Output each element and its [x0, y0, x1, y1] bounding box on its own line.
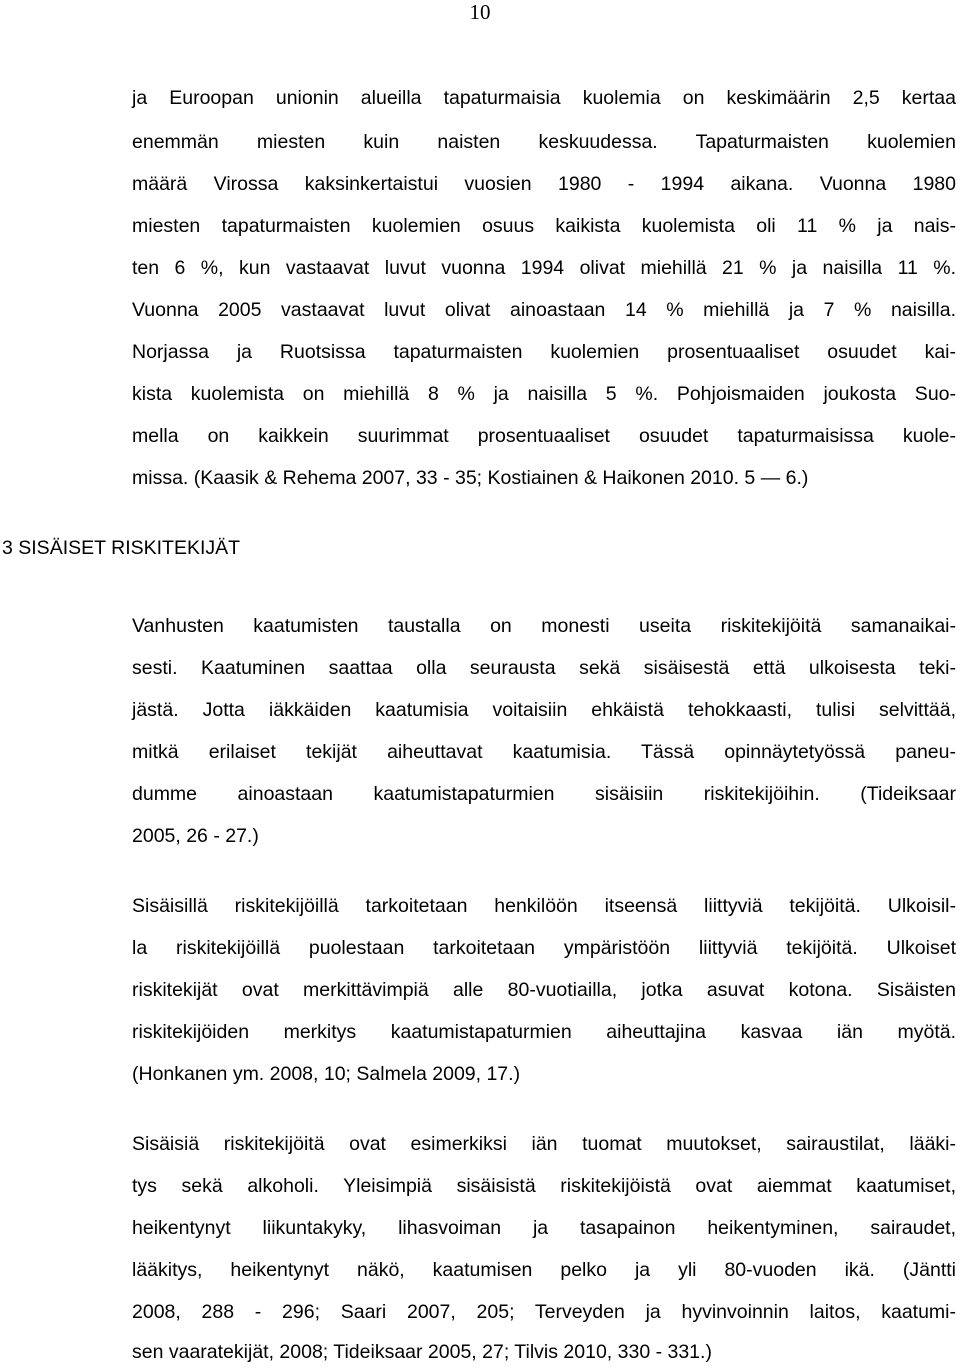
text-line: kista kuolemista on miehillä 8 % ja naisilla 5 %. Pohjoismaiden joukosta Suo- — [132, 383, 956, 405]
text-line: mitkä erilaiset tekijät aiheuttavat kaatumisia. Tässä opinnäytetyössä paneu- — [132, 741, 956, 763]
text-line: Norjassa ja Ruotsissa tapaturmaisten kuolemien prosentuaaliset osuudet kai- — [132, 341, 956, 363]
text-line: 2005, 26 - 27.) — [132, 825, 259, 847]
text-line: la riskitekijöillä puolestaan tarkoitetaan ympäristöön liittyviä tekijöitä. Ulkoiset — [132, 937, 956, 959]
text-line: riskitekijöiden merkitys kaatumistapaturmien aiheuttajina kasvaa iän myötä. — [132, 1021, 956, 1043]
page-number: 10 — [469, 0, 491, 24]
text-line: mella on kaikkein suurimmat prosentuaaliset osuudet tapaturmaisissa kuole- — [132, 425, 956, 447]
text-line: riskitekijät ovat merkittävimpiä alle 80-vuotiailla, jotka asuvat kotona. Sisäisten — [132, 979, 956, 1001]
text-line: Vuonna 2005 vastaavat luvut olivat ainoastaan 14 % miehillä ja 7 % naisilla. — [132, 299, 956, 321]
text-line: enemmän miesten kuin naisten keskuudessa. Tapaturmaisten kuolemien — [132, 131, 956, 153]
text-line: miesten tapaturmaisten kuolemien osuus kaikista kuolemista oli 11 % ja nais- — [132, 215, 956, 237]
text-line: sesti. Kaatuminen saattaa olla seurausta sekä sisäisestä että ulkoisesta teki- — [132, 657, 956, 679]
text-line: missa. (Kaasik & Rehema 2007, 33 - 35; Kostiainen & Haikonen 2010. 5 — 6.) — [132, 467, 809, 489]
text-line: Sisäisillä riskitekijöillä tarkoitetaan henkilöön itseensä liittyviä tekijöitä. Ulkoisil- — [132, 895, 956, 917]
text-line: dumme ainoastaan kaatumistapaturmien sisäisiin riskitekijöihin. (Tideiksaar — [132, 783, 956, 805]
text-line: Sisäisiä riskitekijöitä ovat esimerkiksi iän tuomat muutokset, sairaustilat, lääki- — [132, 1133, 956, 1155]
section-heading: 3 SISÄISET RISKITEKIJÄT — [2, 537, 241, 559]
text-line: ten 6 %, kun vastaavat luvut vuonna 1994 olivat miehillä 21 % ja naisilla 11 %. — [132, 257, 956, 279]
text-line: Vanhusten kaatumisten taustalla on monesti useita riskitekijöitä samanaikai- — [132, 615, 956, 637]
text-line: määrä Virossa kaksinkertaistui vuosien 1980 - 1994 aikana. Vuonna 1980 — [132, 173, 956, 195]
text-line: 2008, 288 - 296; Saari 2007, 205; Terveyden ja hyvinvoinnin laitos, kaatumi- — [132, 1301, 956, 1323]
text-line: ja Euroopan unionin alueilla tapaturmaisia kuolemia on keskimäärin 2,5 kertaa — [132, 87, 956, 109]
text-line: sen vaaratekijät, 2008; Tideiksaar 2005, 27; Tilvis 2010, 330 - 331.) — [132, 1341, 712, 1363]
text-line: jästä. Jotta iäkkäiden kaatumisia voitaisiin ehkäistä tehokkaasti, tulisi selvittää, — [132, 699, 956, 721]
text-line: heikentynyt liikuntakyky, lihasvoiman ja tasapainon heikentyminen, sairaudet, — [132, 1217, 956, 1239]
text-line: lääkitys, heikentynyt näkö, kaatumisen pelko ja yli 80-vuoden ikä. (Jäntti — [132, 1259, 956, 1281]
text-line: (Honkanen ym. 2008, 10; Salmela 2009, 17.) — [132, 1063, 521, 1085]
text-line: tys sekä alkoholi. Yleisimpiä sisäisistä riskitekijöistä ovat aiemmat kaatumiset, — [132, 1175, 956, 1197]
